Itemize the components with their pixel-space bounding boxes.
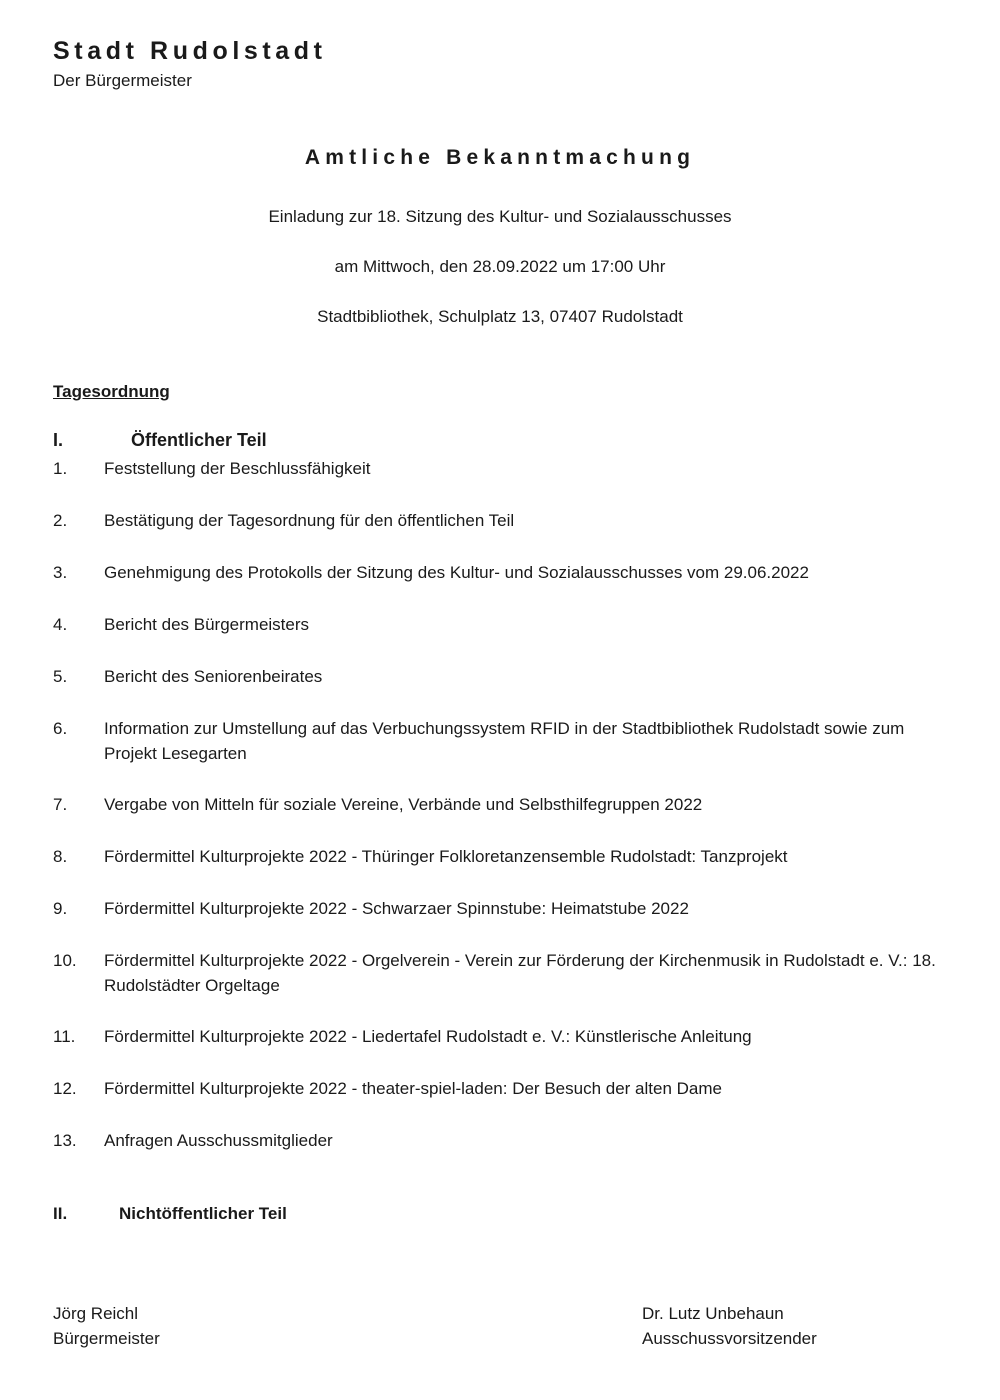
signer-role: Bürgermeister [53,1329,160,1348]
section-number: I. [53,430,64,450]
agenda-item-number: 1. [53,459,68,478]
agenda-item-number: 11. [53,1027,76,1046]
agenda-item-text: Fördermittel Kulturprojekte 2022 - Orgelverein - Verein zur Förderung der Kirchenmusik in Rudolstadt e. V.: 18. Rudolstädter Orgeltage [104,951,936,995]
agenda-item-text: Anfragen Ausschussmitglieder [104,1131,333,1150]
agenda-item-number: 9. [53,899,68,918]
agenda-item-text: Fördermittel Kulturprojekte 2022 - Thüringer Folkloretanzensemble Rudolstadt: Tanzprojekt [104,847,788,866]
agenda-item-number: 4. [53,615,68,634]
agenda-item-number: 13. [53,1131,77,1150]
agenda-item-text: Fördermittel Kulturprojekte 2022 - Liedertafel Rudolstadt e. V.: Künstlerische Anleitung [104,1027,752,1046]
agenda-item-text: Fördermittel Kulturprojekte 2022 - Schwarzaer Spinnstube: Heimatstube 2022 [104,899,689,918]
invitation-line: Einladung zur 18. Sitzung des Kultur- und Sozialausschusses [268,207,732,226]
agenda-item-number: 6. [53,719,68,738]
section-title: Nichtöffentlicher Teil [119,1204,287,1223]
agenda-item-text: Bestätigung der Tagesordnung für den öffentlichen Teil [104,511,515,530]
agenda-item-number: 5. [53,667,68,686]
notice-title: Amtliche Bekanntmachung [304,146,696,169]
section-title: Öffentlicher Teil [131,430,267,450]
agenda-item-text: Bericht des Seniorenbeirates [104,667,323,686]
location-line: Stadtbibliothek, Schulplatz 13, 07407 Rudolstadt [317,307,683,326]
agenda-item-text: Information zur Umstellung auf das Verbuchungssystem RFID in der Stadtbibliothek Rudolstadt sowie zum Projekt Lesegarten [104,719,905,763]
date-line: am Mittwoch, den 28.09.2022 um 17:00 Uhr [334,257,666,276]
agenda-item-number: 3. [53,563,68,582]
signer-name: Jörg Reichl [53,1304,139,1323]
agenda-item-number: 12. [53,1079,77,1098]
agenda-item-text: Vergabe von Mitteln für soziale Vereine, Verbände und Selbsthilfegruppen 2022 [104,795,703,814]
agenda-item-number: 10. [53,951,77,970]
signer-name: Dr. Lutz Unbehaun [642,1304,784,1323]
agenda-item-number: 8. [53,847,68,866]
city-name: Stadt Rudolstadt [53,37,327,65]
agenda-item-text: Fördermittel Kulturprojekte 2022 - theater-spiel-laden: Der Besuch der alten Dame [104,1079,722,1098]
agenda-item-text: Feststellung der Beschlussfähigkeit [104,459,371,478]
section-number: II. [53,1204,68,1223]
agenda-heading: Tagesordnung [53,382,170,401]
agenda-item-text: Genehmigung des Protokolls der Sitzung des Kultur- und Sozialausschusses vom 29.06.2022 [104,563,809,582]
agenda-item-text: Bericht des Bürgermeisters [104,615,310,634]
office-subtitle: Der Bürgermeister [53,71,192,90]
agenda-item-number: 7. [53,795,68,814]
signer-role: Ausschussvorsitzender [642,1329,817,1348]
agenda-item-number: 2. [53,511,68,530]
